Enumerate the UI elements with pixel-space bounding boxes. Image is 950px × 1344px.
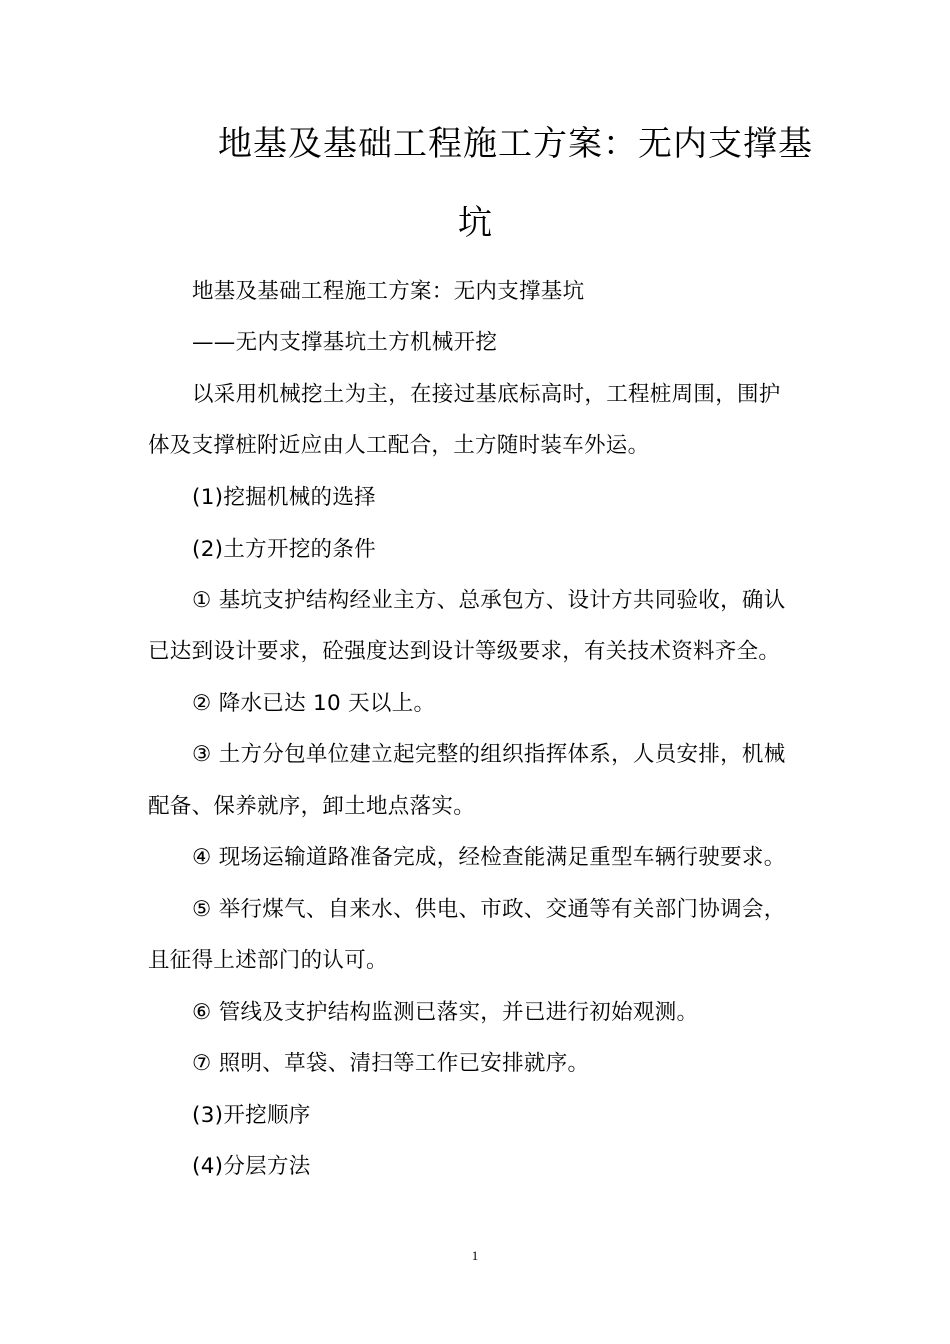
list-item-4: ④ 现场运输道路准备完成，经检查能满足重型车辆行驶要求。 <box>192 845 786 870</box>
list-item-1-line-2: 已达到设计要求，砼强度达到设计等级要求，有关技术资料齐全。 <box>148 639 781 664</box>
heading-layering-method: (4)分层方法 <box>192 1154 311 1179</box>
list-item-1-line-1: ① 基坑支护结构经业主方、总承包方、设计方共同验收，确认 <box>192 588 786 613</box>
heading-excavation-conditions: (2)土方开挖的条件 <box>192 537 376 562</box>
list-item-3-line-1: ③ 土方分包单位建立起完整的组织指挥体系，人员安排，机械 <box>192 742 786 767</box>
paragraph-subtitle: 地基及基础工程施工方案：无内支撑基坑 <box>192 279 585 304</box>
heading-excavation-sequence: (3)开挖顺序 <box>192 1103 311 1128</box>
list-item-5-line-2: 且征得上述部门的认可。 <box>148 948 388 973</box>
paragraph-intro-line-2: 体及支撑桩附近应由人工配合，土方随时装车外运。 <box>148 433 650 458</box>
list-item-6: ⑥ 管线及支护结构监测已落实，并已进行初始观测。 <box>192 1000 699 1025</box>
list-item-7: ⑦ 照明、草袋、清扫等工作已安排就序。 <box>192 1051 590 1076</box>
list-item-3-line-2: 配备、保养就序，卸土地点落实。 <box>148 794 476 819</box>
paragraph-dash-heading: ——无内支撑基坑土方机械开挖 <box>192 330 498 355</box>
document-title-line-2: 坑 <box>458 203 492 243</box>
page-number: 1 <box>471 1248 479 1263</box>
list-item-5-line-1: ⑤ 举行煤气、自来水、供电、市政、交通等有关部门协调会， <box>192 897 786 922</box>
document-title-line-1: 地基及基础工程施工方案：无内支撑基 <box>218 124 813 164</box>
paragraph-intro-line-1: 以采用机械挖土为主，在接过基底标高时，工程桩周围，围护 <box>192 382 781 407</box>
list-item-2: ② 降水已达 10 天以上。 <box>192 691 436 716</box>
heading-excavator-selection: (1)挖掘机械的选择 <box>192 485 376 510</box>
